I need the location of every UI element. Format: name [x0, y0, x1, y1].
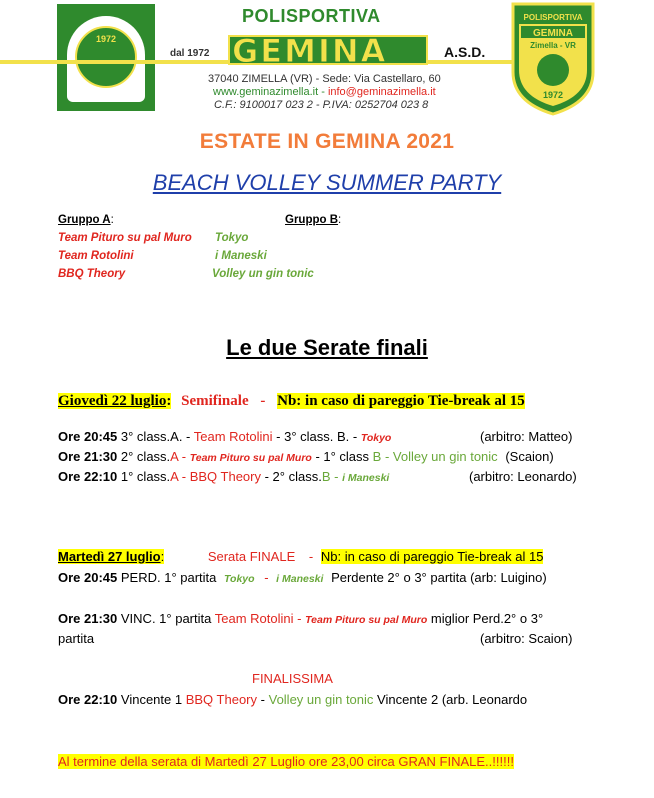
logo-emblem [75, 26, 137, 88]
match-team: Team Pituro su pal Muro [189, 452, 312, 464]
match-referee: (arbitro: Leonardo) [469, 469, 577, 484]
finals-heading: Le due Serate finali [226, 335, 428, 360]
match-team: Team Pituro su pal Muro [305, 614, 428, 626]
match-team: BBQ Theory [189, 469, 261, 484]
match-separator: - [297, 611, 302, 626]
yellow-rule-right [428, 60, 512, 64]
match-team: Volley un gin tonic [268, 692, 374, 707]
match-team: Tokyo [360, 432, 392, 444]
match-desc: PERD. 1° partita [120, 570, 217, 585]
match-row [58, 429, 391, 444]
header-contacts [213, 86, 436, 98]
group-a-team: BBQ Theory [58, 268, 126, 280]
match-referee: (Scaion) [505, 449, 554, 464]
match-desc: - 3° class. B. - [272, 429, 361, 444]
thursday-dash: - [260, 393, 266, 409]
logo-arch [67, 16, 145, 102]
match-team: i Maneski [342, 472, 390, 484]
match-team: Team Rotolini [214, 611, 294, 626]
thursday-phase: Semifinale [181, 393, 249, 409]
email-link[interactable]: info@geminazimella.it [327, 86, 436, 98]
thursday-colon: : [166, 393, 172, 409]
group-a-heading [58, 214, 114, 226]
match-referee: (arbitro: Scaion) [480, 631, 573, 646]
match-desc: 2° class. [120, 449, 171, 464]
match-desc: - 2° class. [261, 469, 322, 484]
match-time: Ore 22:10 [58, 469, 118, 484]
logo-year: 1972 [95, 34, 117, 44]
match-team: Tokyo [224, 573, 255, 585]
match-row [58, 469, 389, 484]
club-logo-left [57, 4, 155, 111]
match-time: Ore 20:45 [58, 570, 118, 585]
header-address: 37040 ZIMELLA (VR) - Sede: Via Castellaro, 60 [208, 73, 441, 85]
tuesday-note: Nb: in caso di pareggio Tie-break al 15 [320, 549, 544, 564]
match-row [58, 611, 543, 626]
thursday-note: Nb: in caso di pareggio Tie-break al 15 [277, 393, 525, 409]
club-shield-logo [511, 2, 595, 116]
match-team: i Maneski [276, 573, 324, 585]
match-desc: Vincente 2 (arb. Leonardo [377, 692, 528, 707]
match-desc: Perdente 2° o 3° partita (arb: Luigino) [331, 570, 547, 585]
header-asd: A.S.D. [444, 44, 486, 60]
group-b-team: i Maneski [215, 250, 267, 262]
contact-separator: - [318, 86, 328, 98]
shield-year: 1972 [542, 90, 564, 100]
tuesday-colon: : [160, 549, 165, 564]
header-dal: dal 1972 [170, 48, 210, 59]
match-group: A - [170, 469, 187, 484]
shield-sub-text: Zimella - VR [530, 41, 576, 50]
group-b-heading [285, 214, 341, 226]
header-fiscal: C.F.: 9100017 023 2 - P.IVA: 0252704 023 8 [214, 99, 429, 111]
match-time: Ore 22:10 [58, 692, 118, 707]
match-desc: Vincente 1 [120, 692, 183, 707]
match-team: B - Volley un gin tonic [372, 449, 498, 464]
match-desc: miglior Perd.2° o 3° [430, 611, 544, 626]
tuesday-dash: - [308, 549, 314, 564]
thursday-date: Giovedì 22 luglio [58, 393, 167, 409]
match-row [58, 692, 527, 707]
match-referee: (arbitro: Matteo) [480, 429, 573, 444]
match-group: B - [321, 469, 339, 484]
tuesday-phase: Serata FINALE [207, 549, 296, 564]
shield-emblem [537, 54, 569, 86]
match-desc: - 1° class [311, 449, 373, 464]
group-a-team: Team Pituro su pal Muro [58, 232, 192, 244]
thursday-header [58, 393, 525, 410]
match-desc: 1° class. [120, 469, 171, 484]
group-b-label: Gruppo B [285, 214, 339, 226]
match-time: Ore 20:45 [58, 429, 118, 444]
gemina-wordmark: GEMINA [232, 32, 388, 70]
event-title: ESTATE IN GEMINA 2021 [199, 130, 455, 153]
match-row [58, 449, 554, 464]
tuesday-date: Martedì 27 luglio [58, 549, 161, 564]
event-subtitle: BEACH VOLLEY SUMMER PARTY [152, 170, 502, 195]
footer-announcement [58, 754, 514, 769]
footer-text: Al termine della serata di Martedì 27 Luglio ore 23,00 circa GRAN FINALE..!!!!!! [58, 754, 514, 769]
shield-top-text: POLISPORTIVA [523, 13, 583, 22]
match-time: Ore 21:30 [58, 611, 118, 626]
match-time: Ore 21:30 [58, 449, 118, 464]
match-desc: VINC. 1° partita [120, 611, 212, 626]
group-b-colon: : [338, 214, 342, 226]
match-group: A - [170, 449, 187, 464]
match-separator: - [260, 692, 265, 707]
group-b-team: Tokyo [215, 232, 249, 244]
tuesday-header [58, 549, 543, 564]
group-a-label: Gruppo A [58, 214, 111, 226]
match-row [58, 570, 547, 585]
header-polisportiva: POLISPORTIVA [242, 6, 381, 26]
website-link[interactable]: www.geminazimella.it [213, 86, 319, 98]
match-separator: - [264, 570, 269, 585]
group-b-team: Volley un gin tonic [212, 268, 314, 280]
finalissima-label: FINALISSIMA [252, 671, 333, 686]
shield-name-text: GEMINA [533, 28, 573, 39]
group-a-colon: : [110, 214, 114, 226]
yellow-rule-left [0, 60, 228, 64]
group-a-team: Team Rotolini [58, 250, 134, 262]
match-team: Team Rotolini [193, 429, 273, 444]
match-desc: 3° class.A. - [120, 429, 194, 444]
match-desc: partita [58, 631, 95, 646]
match-team: BBQ Theory [185, 692, 258, 707]
